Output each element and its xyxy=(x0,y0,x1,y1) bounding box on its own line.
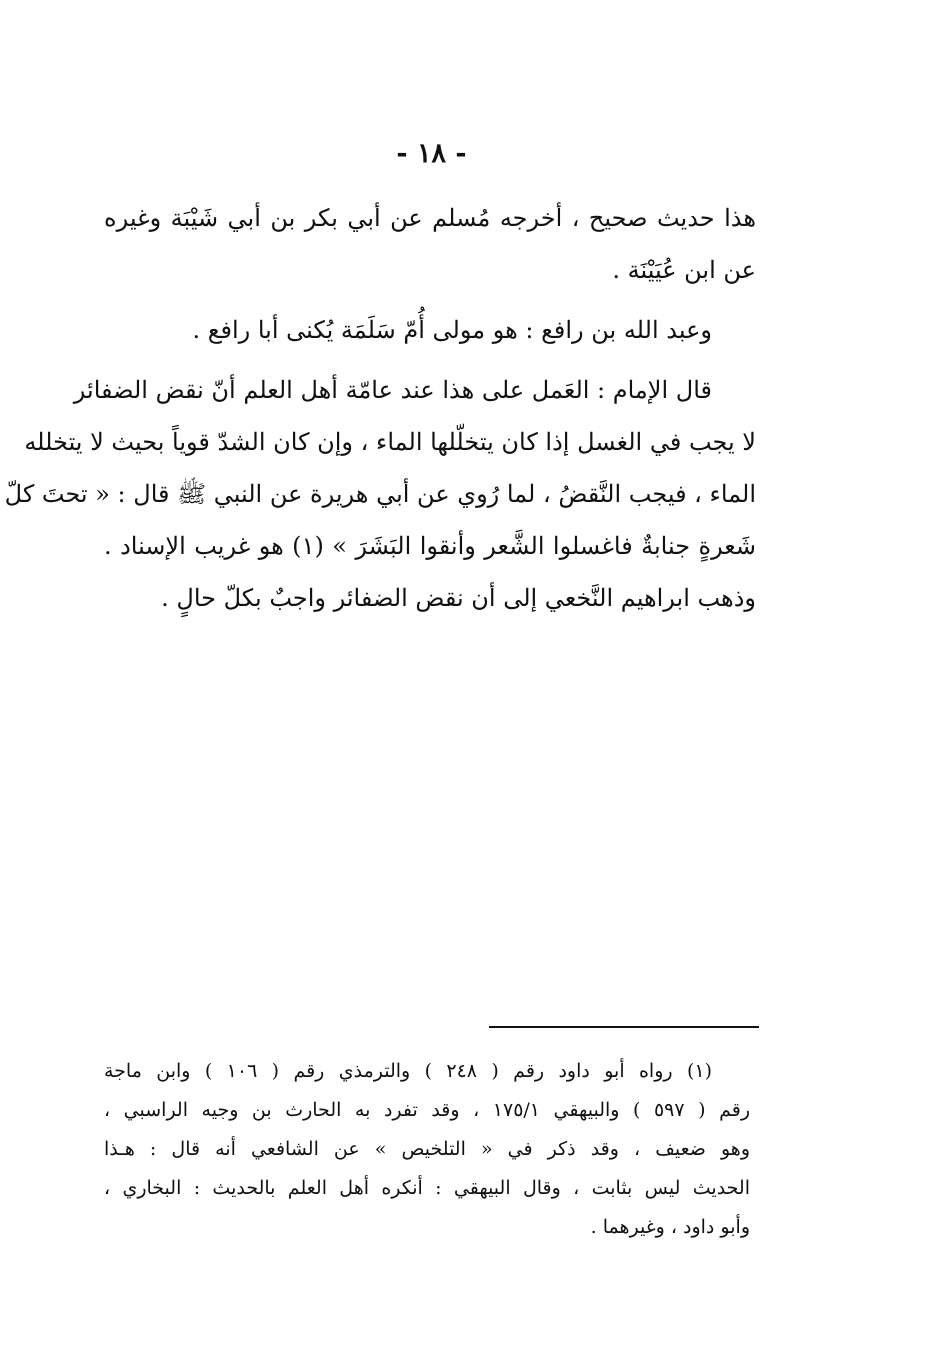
page-number: - ١٨ - xyxy=(396,138,467,169)
body-line: شَعرةٍ جنابةٌ فاغسلوا الشَّعر وأنقوا البَشَرَ » (١) هو غريب الإسناد . xyxy=(104,532,756,560)
body-line: الماء ، فيجب النَّقضُ ، لما رُوي عن أبي هريرة عن النبي ﷺ قال : « تحتَ كلّ xyxy=(4,480,756,508)
footnote-line: وهو ضعيف ، وقد ذكر في « التلخيص » عن الشافعي أنه قال : هـذا xyxy=(104,1138,750,1160)
footnotes xyxy=(104,1052,750,1247)
footnote-divider xyxy=(489,1026,759,1028)
body-line: وذهب ابراهيم النَّخعي إلى أن نقض الضفائر واجبٌ بكلّ حالٍ . xyxy=(161,584,756,612)
body-line: وعبد الله بن رافع : هو مولى أُمّ سَلَمَة يُكنى أبا رافع . xyxy=(192,316,712,344)
footnote-line: الحديث ليس بثابت ، وقال البيهقي : أنكره أهل العلم بالحديث : البخاري ، xyxy=(104,1177,750,1199)
body-line: لا يجب في الغسل إذا كان يتخلّلها الماء ، وإن كان الشدّ قوياً بحيث لا يتخلله xyxy=(24,428,756,456)
paragraph-gap xyxy=(104,296,756,304)
paragraph-gap xyxy=(104,356,756,364)
body-line: قال الإمام : العَمل على هذا عند عامّة أهل العلم أنّ نقض الضفائر xyxy=(73,376,712,404)
body-line: عن ابن عُيَيْنَة . xyxy=(612,256,756,284)
body-line: هذا حديث صحيح ، أخرجه مُسلم عن أبي بكر بن أبي شَيْبَة وغيره xyxy=(104,204,756,232)
footnote-line: وأبو داود ، وغيرهما . xyxy=(590,1216,750,1238)
footnote-line: (١) رواه أبو داود رقم ( ٢٤٨ ) والترمذي رقم ( ١٠٦ ) وابن ماجة xyxy=(104,1060,712,1082)
footnote-line: رقم ( ٥٩٧ ) والبيهقي ١٧٥/١ ، وقد تفرد به الحارث بن وجيه الراسبي ، xyxy=(104,1099,750,1121)
main-text xyxy=(4,192,756,624)
